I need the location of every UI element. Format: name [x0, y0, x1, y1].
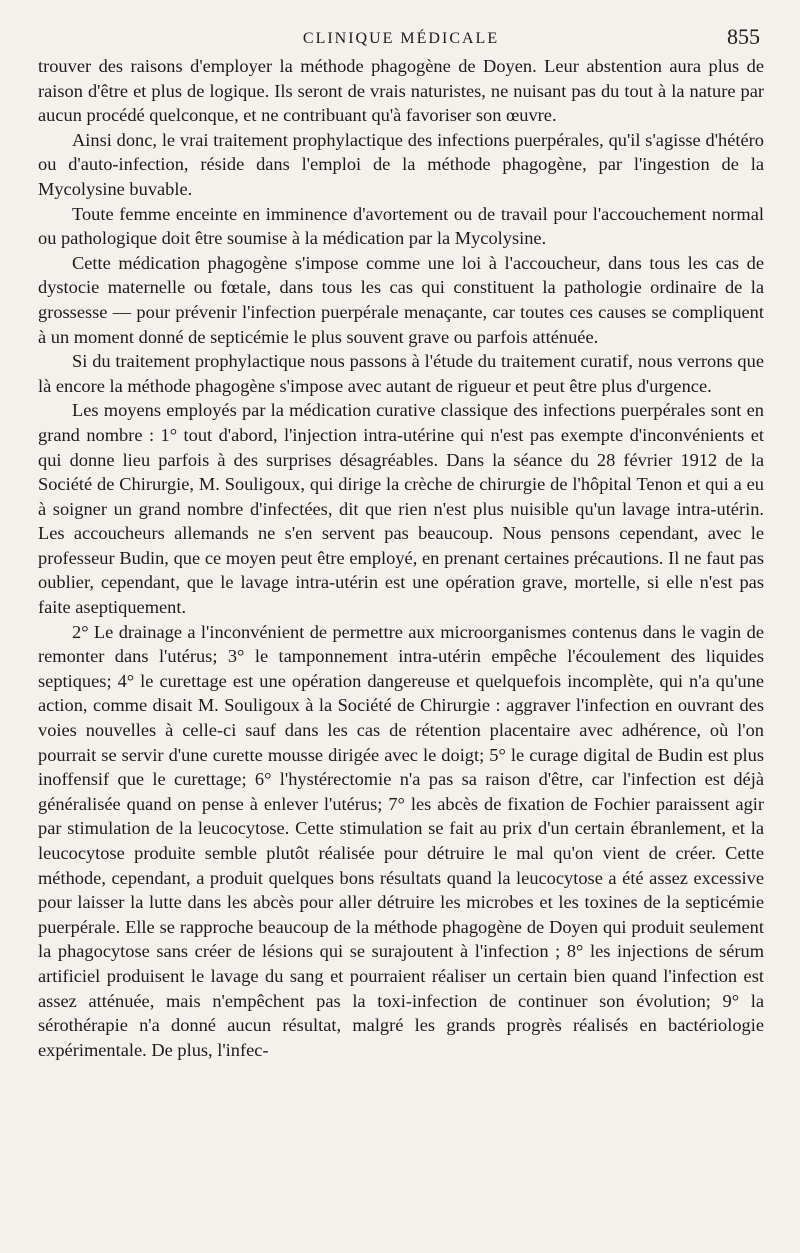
page-number: 855: [727, 24, 760, 49]
paragraph-obstetric-law: Cette médication phagogène s'impose comme une loi à l'accoucheur, dans tous les cas de dystocie maternelle ou fœtale, dans tous les cas qui constituent la pathologie ordinaire de la grossesse — pour prévenir l'infection puerpérale menaçante, car toutes ces causes se compliquent à un moment donné de septicémie le plus souvent grave ou parfois atténuée.: [38, 252, 764, 347]
paragraph-curative-treatment: Si du traitement prophylactique nous passons à l'étude du traitement curatif, nous verrons que là encore la méthode phagogène s'impose avec autant de rigueur et peut être plus d'urgence.: [38, 351, 764, 396]
paragraph-prophylaxis: Ainsi donc, le vrai traitement prophylactique des infections puerpérales, qu'il s'agisse d'hétéro ou d'auto-infection, réside dans l'emploi de la méthode phagogène, par l'ingestion de la Mycolysine buvable.: [38, 129, 764, 199]
paragraph-continuation: trouver des raisons d'employer la méthode phagogène de Doyen. Leur abstention aura plus de raison d'être et plus de logique. Ils seront de vrais naturistes, ne nuisant pas du tout à la nature par aucun procédé quelconque, et ne contribuant qu'à favoriser son œuvre.: [38, 56, 764, 126]
paragraph-pregnant-women: Toute femme enceinte en imminence d'avortement ou de travail pour l'accouchement normal ou pathologique doit être soumise à la médication par la Mycolysine.: [38, 203, 764, 249]
body-text: [38, 54, 764, 1062]
paragraph-enumerated-methods: 2° Le drainage a l'inconvénient de permettre aux microorganismes contenus dans le vagin de remonter dans l'utérus; 3° le tamponnement intra-utérin empêche l'écoulement des liquides septiques; 4° le curettage est une opération dangereuse et quelquefois incomplète, qui n'a qu'une action, comme disait M. Souligoux à la Société de Chirurgie : aggraver l'infection en ouvrant des voies nouvelles à celle-ci sauf dans les cas de rétention placentaire avec adhérence, où l'on pourrait se servir d'une curette mousse dirigée avec le doigt; 5° le curage digital de Budin est plus inoffensif que le curettage; 6° l'hystérectomie n'a pas sa raison d'être, car l'infection est déjà généralisée quand on pense à enlever l'utérus; 7° les abcès de fixation de Fochier paraissent agir par stimulation de la leucocytose. Cette stimulation se fait au prix d'un certain ébranlement, et la leucocytose produite semble plutôt réalisée pour détruire le mal qu'on vient de créer. Cette méthode, cependant, a produit quelques bons résultats quand la leucocytose a été assez excessive pour laisser la lutte dans les abcès pour aller détruire les microbes et les toxines de la septicémie puerpérale. Elle se rapproche beaucoup de la méthode phagogène de Doyen qui produit seulement la phagocytose sans créer de lésions qui se surajoutent à l'infection ; 8° les injections de sérum artificiel produisent le lavage du sang et pourraient réaliser un certain bien quand l'infection est assez atténuée, mais n'empêchent pas la toxi-infection de continuer son évolution; 9° la sérothérapie n'a donné aucun résultat, malgré les grands progrès réalisés en bactériologie expérimentale. De plus, l'infec-: [38, 621, 764, 1060]
paragraph-classical-means: Les moyens employés par la médication curative classique des infections puerpérales sont en grand nombre : 1° tout d'abord, l'injection intra-utérine qui n'est pas exempte d'inconvénients et qui donne lieu parfois à des surprises désagréables. Dans la séance du 28 février 1912 de la Société de Chirurgie, M. Souligoux, qui dirige la crèche de chirurgie de l'hôpital Tenon et qui a eu à soigner un grand nombre d'infectées, dit que rien n'est plus nuisible qu'un lavage intra-utérin. Les accoucheurs allemands ne s'en servent pas beaucoup. Nous pensons cependant, avec le professeur Budin, que ce moyen peut être employé, en prenant certaines précautions. Il ne faut pas oublier, cependant, que le lavage intra-utérin est une opération grave, mortelle, si elle n'est pas faite aseptiquement.: [38, 400, 764, 618]
running-title: CLINIQUE MÉDICALE: [302, 30, 500, 47]
running-head: [38, 20, 764, 50]
